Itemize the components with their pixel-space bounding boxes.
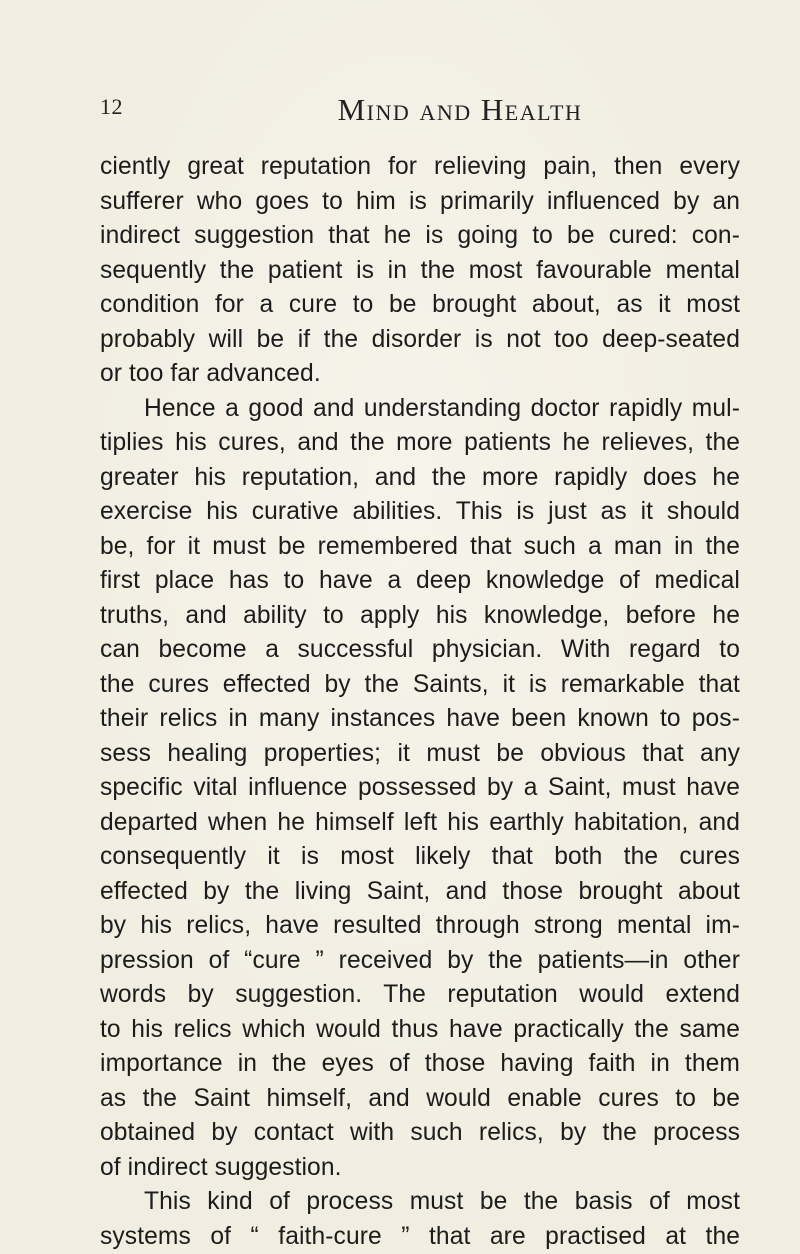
text-line: This kind of process must be the basis of most [100,1185,740,1220]
running-head [100,92,720,132]
text-line: sess healing properties; it must be obvious that any [100,737,740,772]
text-line: departed when he himself left his earthly habitation, and [100,806,740,841]
text-line: as the Saint himself, and would enable cures to be [100,1082,740,1117]
text-line: sufferer who goes to him is primarily influenced by an [100,185,740,220]
text-line: be, for it must be remembered that such a man in the [100,530,740,565]
text-line: systems of “ faith-cure ” that are practised at the [100,1220,740,1254]
text-line: pression of “cure ” received by the patients—in other [100,944,740,979]
text-line: can become a successful physician. With regard to [100,633,740,668]
text-line: by his relics, have resulted through strong mental im- [100,909,740,944]
page-number: 12 [100,94,123,120]
text-line: truths, and ability to apply his knowledge, before he [100,599,740,634]
text-line: of indirect suggestion. [100,1151,740,1186]
text-line: obtained by contact with such relics, by the process [100,1116,740,1151]
text-line: Hence a good and understanding doctor rapidly mul- [100,392,740,427]
text-line: condition for a cure to be brought about, as it most [100,288,740,323]
text-line: effected by the living Saint, and those brought about [100,875,740,910]
text-line: or too far advanced. [100,357,740,392]
text-line: greater his reputation, and the more rapidly does he [100,461,740,496]
text-line: to his relics which would thus have practically the same [100,1013,740,1048]
text-line: words by suggestion. The reputation would extend [100,978,740,1013]
text-line: their relics in many instances have been known to pos- [100,702,740,737]
running-title: Mind and Health [210,92,710,128]
text-line: first place has to have a deep knowledge of medical [100,564,740,599]
text-line: tiplies his cures, and the more patients he relieves, the [100,426,740,461]
text-line: ciently great reputation for relieving pain, then every [100,150,740,185]
text-line: the cures effected by the Saints, it is remarkable that [100,668,740,703]
text-line: importance in the eyes of those having faith in them [100,1047,740,1082]
text-line: sequently the patient is in the most favourable mental [100,254,740,289]
text-line: exercise his curative abilities. This is just as it should [100,495,740,530]
text-line: consequently it is most likely that both the cures [100,840,740,875]
text-line: probably will be if the disorder is not too deep-seated [100,323,740,358]
body-text [100,150,740,1254]
text-line: specific vital influence possessed by a Saint, must have [100,771,740,806]
text-line: indirect suggestion that he is going to be cured: con- [100,219,740,254]
